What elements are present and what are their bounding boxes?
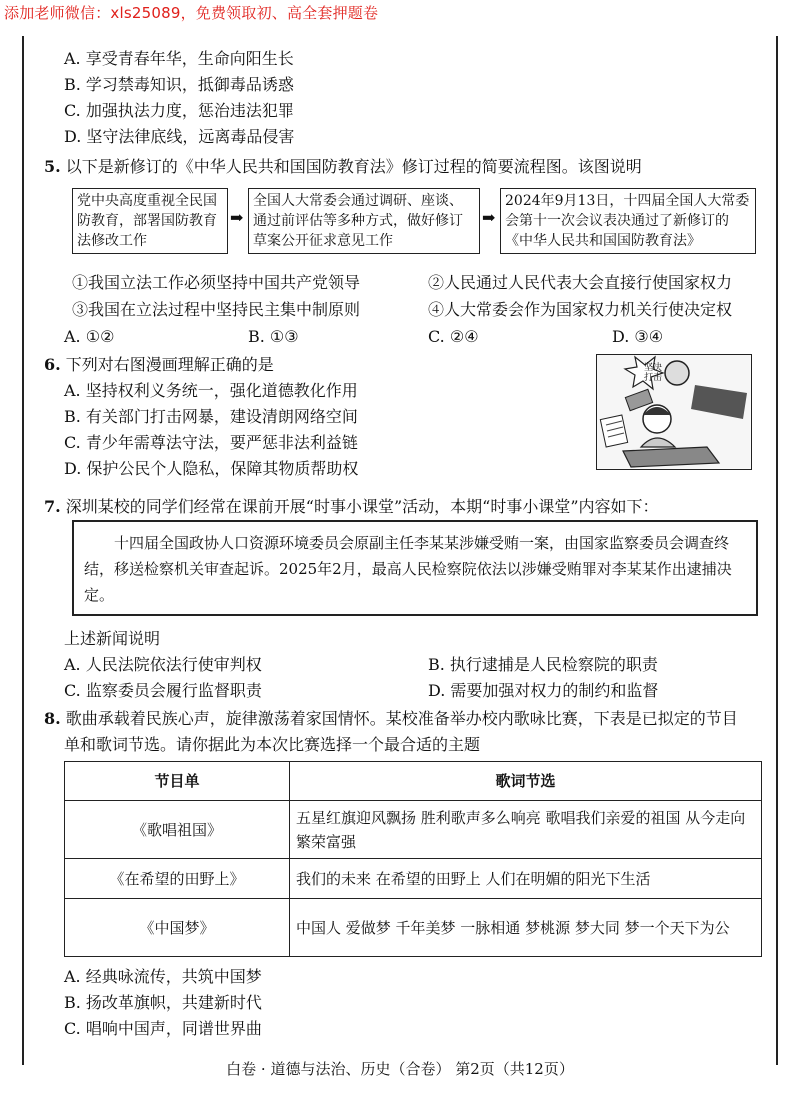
q5-item-3: ③我国在立法过程中坚持民主集中制原则 bbox=[72, 300, 361, 319]
q6-option-a: A. 坚持权利义务统一，强化道德教化作用 bbox=[64, 381, 358, 400]
q8-option-c: C. 唱响中国声，同谱世界曲 bbox=[64, 1019, 262, 1038]
q8-option-a: A. 经典咏流传，共筑中国梦 bbox=[64, 967, 262, 986]
song-lyrics: 中国人 爱做梦 千年美梦 一脉相通 梦桃源 梦大同 梦一个天下为公 bbox=[290, 899, 762, 957]
table-row bbox=[65, 899, 762, 957]
q8-number: 8. bbox=[44, 709, 61, 728]
cartoon-burst-text: 坚决打击 bbox=[643, 363, 662, 383]
q5-number: 5. bbox=[44, 157, 61, 176]
q5-stem: 以下是新修订的《中华人民共和国国防教育法》修订过程的简要流程图。该图说明 bbox=[65, 157, 642, 176]
q7-number: 7. bbox=[44, 497, 61, 516]
flow-arrow-icon: ➡ bbox=[482, 208, 496, 227]
q7-stem: 深圳某校的同学们经常在课前开展“时事小课堂”活动，本期“时事小课堂”内容如下： bbox=[65, 497, 659, 516]
page-footer: 白卷 · 道德与法治、历史（合卷） 第2页（共12页） bbox=[226, 1060, 574, 1078]
q7-option-b: B. 执行逮捕是人民检察院的职责 bbox=[428, 655, 658, 674]
cartoon-image bbox=[596, 354, 752, 470]
q7-news-box: 十四届全国政协人口资源环境委员会原副主任李某某涉嫌受贿一案，由国家监察委员会调查终结，移送检察机关审查起诉。2025年2月，最高人民检察院依法以涉嫌受贿罪对李某某作出逮捕决定。 bbox=[72, 520, 758, 616]
song-title: 《中国梦》 bbox=[65, 899, 290, 957]
q5-question bbox=[44, 156, 642, 178]
q7-option-a: A. 人民法院依法行使审判权 bbox=[64, 655, 262, 674]
left-margin-line bbox=[22, 36, 24, 1065]
table-row bbox=[65, 859, 762, 899]
q7-lead: 上述新闻说明 bbox=[64, 629, 161, 648]
q5-item-1: ①我国立法工作必须坚持中国共产党领导 bbox=[72, 273, 361, 292]
q6-stem: 下列对右图漫画理解正确的是 bbox=[65, 355, 274, 374]
q8-question bbox=[44, 708, 738, 730]
q6-number: 6. bbox=[44, 355, 61, 374]
q4-option-b: B. 学习禁毒知识，抵御毒品诱惑 bbox=[64, 75, 294, 94]
song-table bbox=[64, 761, 762, 957]
q5-item-4: ④人大常委会作为国家权力机关行使决定权 bbox=[428, 300, 733, 319]
q7-question bbox=[44, 496, 659, 518]
table-header-cell: 节目单 bbox=[65, 762, 290, 801]
q6-question bbox=[44, 354, 274, 376]
q4-option-d: D. 坚守法律底线，远离毒品侵害 bbox=[64, 127, 295, 146]
q8-stem-line2: 单和歌词节选。请你据此为本次比赛选择一个最合适的主题 bbox=[64, 735, 481, 754]
q6-option-d: D. 保护公民个人隐私，保障其物质帮助权 bbox=[64, 459, 359, 478]
flow-step-1: 党中央高度重视全民国防教育，部署国防教育法修改工作 bbox=[72, 188, 228, 254]
q7-option-c: C. 监察委员会履行监督职责 bbox=[64, 681, 262, 700]
q8-option-b: B. 扬改革旗帜，共建新时代 bbox=[64, 993, 262, 1012]
flow-step-2: 全国人大常委会通过调研、座谈、通过前评估等多种方式，做好修订草案公开征求意见工作 bbox=[248, 188, 480, 254]
q5-option-b: B. ①③ bbox=[248, 327, 299, 346]
q7-option-d: D. 需要加强对权力的制约和监督 bbox=[428, 681, 659, 700]
q5-item-2: ②人民通过人民代表大会直接行使国家权力 bbox=[428, 273, 733, 292]
q4-option-c: C. 加强执法力度，惩治违法犯罪 bbox=[64, 101, 294, 120]
q4-option-a: A. 享受青春年华，生命向阳生长 bbox=[64, 49, 294, 68]
table-row bbox=[65, 801, 762, 859]
q5-option-d: D. ③④ bbox=[612, 327, 664, 346]
song-title: 《歌唱祖国》 bbox=[65, 801, 290, 859]
flow-arrow-icon: ➡ bbox=[230, 208, 244, 227]
q5-option-c: C. ②④ bbox=[428, 327, 479, 346]
watermark-text: 添加老师微信：xls25089，免费领取初、高全套押题卷 bbox=[4, 4, 379, 22]
q6-option-b: B. 有关部门打击网暴，建设清朗网络空间 bbox=[64, 407, 358, 426]
song-title: 《在希望的田野上》 bbox=[65, 859, 290, 899]
cartoon-drawing bbox=[597, 355, 750, 468]
song-lyrics: 我们的未来 在希望的田野上 人们在明媚的阳光下生活 bbox=[290, 859, 762, 899]
table-header-cell: 歌词节选 bbox=[290, 762, 762, 801]
song-lyrics: 五星红旗迎风飘扬 胜利歌声多么响亮 歌唱我们亲爱的祖国 从今走向繁荣富强 bbox=[290, 801, 762, 859]
table-header-row bbox=[65, 762, 762, 801]
right-margin-line bbox=[776, 36, 778, 1065]
q8-stem-line1: 歌曲承载着民族心声，旋律激荡着家国情怀。某校准备举办校内歌咏比赛，下表是已拟定的节目 bbox=[65, 709, 738, 728]
flow-step-3: 2024年9月13日，十四届全国人大常委会第十一次会议表决通过了新修订的《中华人民共和国国防教育法》 bbox=[500, 188, 756, 254]
q5-option-a: A. ①② bbox=[64, 327, 115, 346]
q6-option-c: C. 青少年需尊法守法，要严惩非法利益链 bbox=[64, 433, 358, 452]
